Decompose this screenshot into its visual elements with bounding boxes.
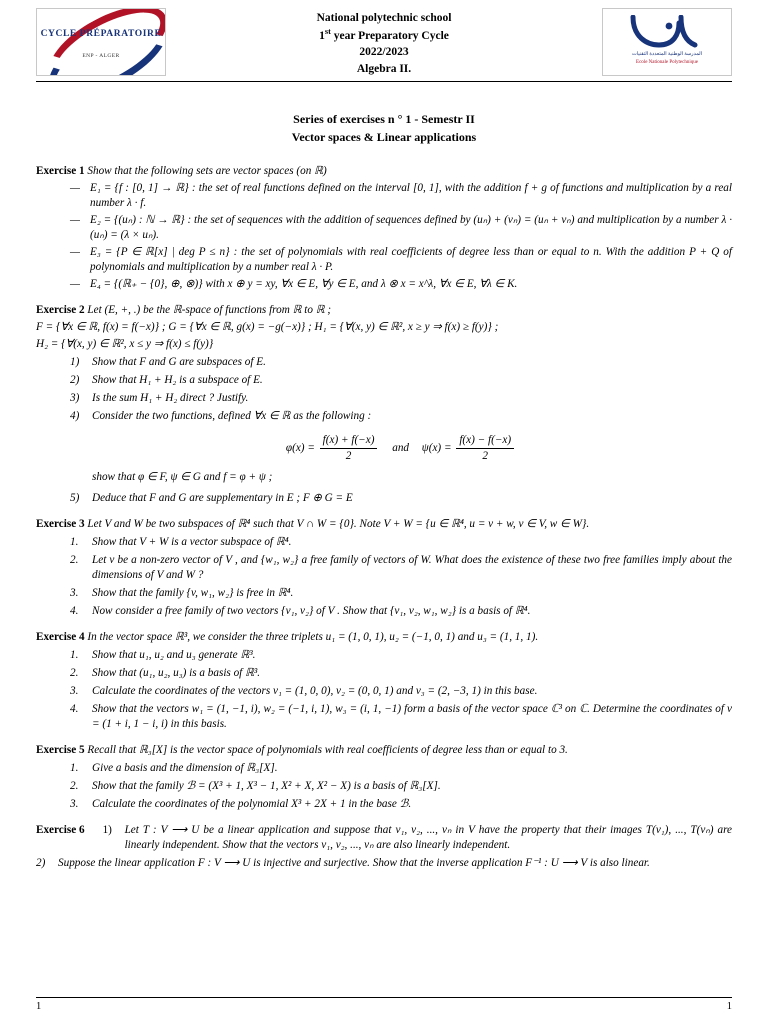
enp-french-name: Ecole Nationale Polytechnique (636, 60, 698, 65)
enp-monogram-icon (629, 15, 703, 49)
item-number: 5) (70, 492, 80, 505)
list-item (70, 181, 732, 211)
exercise-2-item-4: Consider the two functions, defined ∀x ∈ ℝ as the following : (92, 410, 372, 423)
phi-fraction (320, 433, 378, 464)
exercise-2-items (70, 355, 732, 506)
exercise-2-formula (70, 433, 732, 464)
list-item (70, 409, 732, 424)
list-item (70, 702, 732, 732)
exercise-2-label: Exercise 2 (36, 304, 85, 317)
exercise-4-item-1: Show that u₁, u₂ and u₃ generate ℝ³. (92, 649, 256, 662)
page-title (36, 110, 732, 146)
phi-definition-lhs: φ(x) = (285, 442, 315, 455)
exercise-5-item-2: Show that the family ℬ = (X³ + 1, X³ − 1, X² + X, X² − X) is a basis of ℝ₃[X]. (92, 780, 441, 793)
exercise-1-items (70, 181, 732, 292)
item-number: 1. (70, 762, 79, 775)
exercise-3-item-3: Show that the family {v, w₁, w₂} is free in ℝ⁴. (92, 587, 294, 600)
series-title-line1: Series of exercises n ° 1 - Semestr II (293, 112, 475, 127)
exercise-1-heading (36, 164, 732, 179)
list-item (70, 277, 732, 292)
exercise-2-item-2: Show that H₁ + H₂ is a subspace of E. (92, 374, 263, 387)
exercise-3-statement: Let V and W be two subspaces of ℝ⁴ such that V ∩ W = {0}. Note V + W = {u ∈ ℝ⁴, u = v + w, v ∈ V, w ∈ W}. (87, 518, 590, 531)
exercise-1-statement: Show that the following sets are vector spaces (on ℝ) (87, 165, 327, 178)
list-item (70, 586, 732, 601)
list-item (70, 604, 732, 619)
exercise-5-label: Exercise 5 (36, 744, 85, 757)
list-item (70, 684, 732, 699)
list-item (70, 245, 732, 275)
list-item (70, 648, 732, 663)
footer-page-number-left: 1 (36, 1001, 42, 1012)
list-item (70, 553, 732, 583)
list-item (70, 373, 732, 388)
exercise-4-items (70, 648, 732, 732)
exercise-6-label: Exercise 6 (36, 824, 85, 837)
exercise-6-item-2: Suppose the linear application F : V ⟶ U is injective and surjective. Show that the inverse application F⁻¹ : U ⟶ V is also linear. (58, 857, 650, 870)
exercise-4-heading (36, 630, 732, 645)
series-title-line2: Vector spaces & Linear applications (291, 130, 477, 145)
exercise-3-item-1: Show that V + W is a vector subspace of ℝ⁴. (92, 536, 292, 549)
exercise-1-item-3: E₃ = {P ∈ ℝ[x] | deg P ≤ n} : the set of polynomials with real coefficients of degree less than or equal to n. With the addition P + Q of polynomials and multiplication by a number real λ · P. (90, 246, 732, 274)
phi-numerator: f(x) + f(−x) (322, 434, 375, 447)
psi-denominator: 2 (456, 448, 514, 464)
exercise-3-label: Exercise 3 (36, 518, 85, 531)
item-number: 3. (70, 685, 79, 698)
exercise-6-item-1: Let T : V ⟶ U be a linear application and suppose that v₁, v₂, ..., vₙ in V have the property that their images T(v₁), ..., T(vₙ) are linearly independent. Show that the vectors v₁, v₂, ..., vₙ are also linearly independent. (124, 824, 732, 852)
page-header (36, 8, 732, 82)
list-item (36, 856, 732, 871)
exercise-2-item-5: Deduce that F and G are supplementary in E ; F ⊕ G = E (92, 492, 353, 505)
cycle-preparatoire-logo (36, 8, 166, 76)
psi-numerator: f(x) − f(−x) (459, 434, 512, 447)
logo-left-title: CYCLE PRÉPARATOIRE (40, 29, 162, 39)
item-number: 1. (70, 536, 79, 549)
enp-arabic-name: المدرسة الوطنية المتعددة التقنيات (631, 52, 703, 57)
header-line-subject: Algebra II. (356, 62, 412, 75)
dash-marker: — (70, 246, 80, 259)
item-number: 2. (70, 554, 79, 567)
list-item (70, 535, 732, 550)
exercise-1-item-4: E₄ = {(ℝ₊ − {0}, ⊕, ⊗)} with x ⊕ y = xy, ∀x ∈ E, ∀y ∈ E, and λ ⊗ x = x^λ, ∀x ∈ E, ∀λ ∈ K. (90, 278, 518, 291)
formula-conjunction: and (392, 442, 409, 455)
exercise-5-heading (36, 743, 732, 758)
header-institution-block (166, 8, 602, 77)
page-footer (36, 997, 732, 1012)
exercise-2-sets-line1: F = {∀x ∈ ℝ, f(x) = f(−x)} ; G = {∀x ∈ ℝ, g(x) = −g(−x)} ; H₁ = {∀(x, y) ∈ ℝ², x ≥ y ⇒ f(x) ≥ f(y)} ; (36, 321, 499, 334)
item-number: 4. (70, 703, 79, 716)
exercise-4-item-3: Calculate the coordinates of the vectors v₁ = (1, 0, 0), v₂ = (0, 0, 1) and v₃ = (2, −3, 1) in this base. (92, 685, 538, 698)
exercise-2-sets-line2: H₂ = {∀(x, y) ∈ ℝ², x ≤ y ⇒ f(x) ≤ f(y)} (36, 338, 214, 351)
phi-denominator: 2 (320, 448, 378, 464)
list-item (70, 666, 732, 681)
item-number: 2) (36, 857, 46, 870)
logo-left-subtitle: ENP - ALGER (82, 53, 120, 59)
item-number: 1. (70, 649, 79, 662)
exercise-1-label: Exercise 1 (36, 165, 85, 178)
dash-marker: — (70, 182, 80, 195)
item-number: 4. (70, 605, 79, 618)
exercise-3-items (70, 535, 732, 619)
exercise-2-item-1: Show that F and G are subspaces of E. (92, 356, 266, 369)
header-line-school: National polytechnic school (316, 12, 452, 24)
item-number: 3. (70, 587, 79, 600)
exercise-2-statement: Let (E, +, .) be the ℝ-space of functions from ℝ to ℝ ; (87, 304, 332, 317)
list-item (70, 779, 732, 794)
exercise-2-after-formula: show that φ ∈ F, ψ ∈ G and f = φ + ψ ; (92, 471, 273, 484)
list-item (70, 391, 732, 406)
enp-logo (602, 8, 732, 76)
item-number: 3) (70, 392, 80, 405)
item-number: 2. (70, 667, 79, 680)
item-number: 2) (70, 374, 80, 387)
list-item (70, 761, 732, 776)
exercise-5-items (70, 761, 732, 812)
exercise-3-item-4: Now consider a free family of two vectors {v₁, v₂} of V . Show that {v₁, v₂, w₁, w₂} is a basis of ℝ⁴. (92, 605, 531, 618)
header-line-year: 1st year Preparatory Cycle (319, 27, 449, 43)
list-item (70, 491, 732, 506)
dash-marker: — (70, 214, 80, 227)
exercise-6-heading (36, 823, 732, 853)
exercise-5-item-1: Give a basis and the dimension of ℝ₃[X]. (92, 762, 278, 775)
dash-marker: — (70, 278, 80, 291)
document-body (36, 164, 732, 871)
footer-page-number-right: 1 (726, 1001, 732, 1012)
item-number: 2. (70, 780, 79, 793)
item-number: 1) (102, 824, 112, 837)
exercise-5-statement: Recall that ℝ₃[X] is the vector space of polynomials with real coefficients of degree less than or equal to 3. (87, 744, 568, 757)
psi-definition-lhs: ψ(x) = (421, 442, 452, 455)
list-item (70, 797, 732, 812)
list-item (70, 355, 732, 370)
exercise-5-item-3: Calculate the coordinates of the polynomial X³ + 2X + 1 in the base ℬ. (92, 798, 412, 811)
exercise-4-label: Exercise 4 (36, 631, 85, 644)
exercise-1-item-2: E₂ = {(uₙ) : ℕ → ℝ} : the set of sequences with the addition of sequences defined by (uₙ) + (vₙ) = (uₙ + vₙ) and multiplication by a number λ · (uₙ) = (λ × uₙ). (90, 214, 732, 242)
psi-fraction (456, 433, 514, 464)
exercise-2-heading (36, 303, 732, 318)
exercise-4-item-4: Show that the vectors w₁ = (1, −1, i), w₂ = (−1, i, 1), w₃ = (i, 1, −1) form a basis of the vector space ℂ³ on ℂ. Determine the coordinates of v = (1 + i, 1 − i, i) in this basis. (92, 703, 732, 731)
exercise-4-item-2: Show that (u₁, u₂, u₃) is a basis of ℝ³. (92, 667, 261, 680)
exercise-3-heading (36, 517, 732, 532)
item-number: 1) (70, 356, 80, 369)
exercise-4-statement: In the vector space ℝ³, we consider the three triplets u₁ = (1, 0, 1), u₂ = (−1, 0, 1) and u₃ = (1, 1, 1). (87, 631, 539, 644)
list-item (70, 213, 732, 243)
exercise-2-item-3: Is the sum H₁ + H₂ direct ? Justify. (92, 392, 249, 405)
exercise-3-item-2: Let v be a non-zero vector of V , and {w₁, w₂} a free family of vectors of W. What does the existence of these two free families imply about the dimensions of V and W ? (92, 554, 732, 582)
exercise-1-item-1: E₁ = {f : [0, 1] → ℝ} : the set of real functions defined on the interval [0, 1], with the addition f + g of functions and multiplication by a real number λ · f. (90, 182, 732, 210)
header-line-session: 2022/2023 (359, 46, 409, 59)
item-number: 4) (70, 410, 80, 423)
item-number: 3. (70, 798, 79, 811)
